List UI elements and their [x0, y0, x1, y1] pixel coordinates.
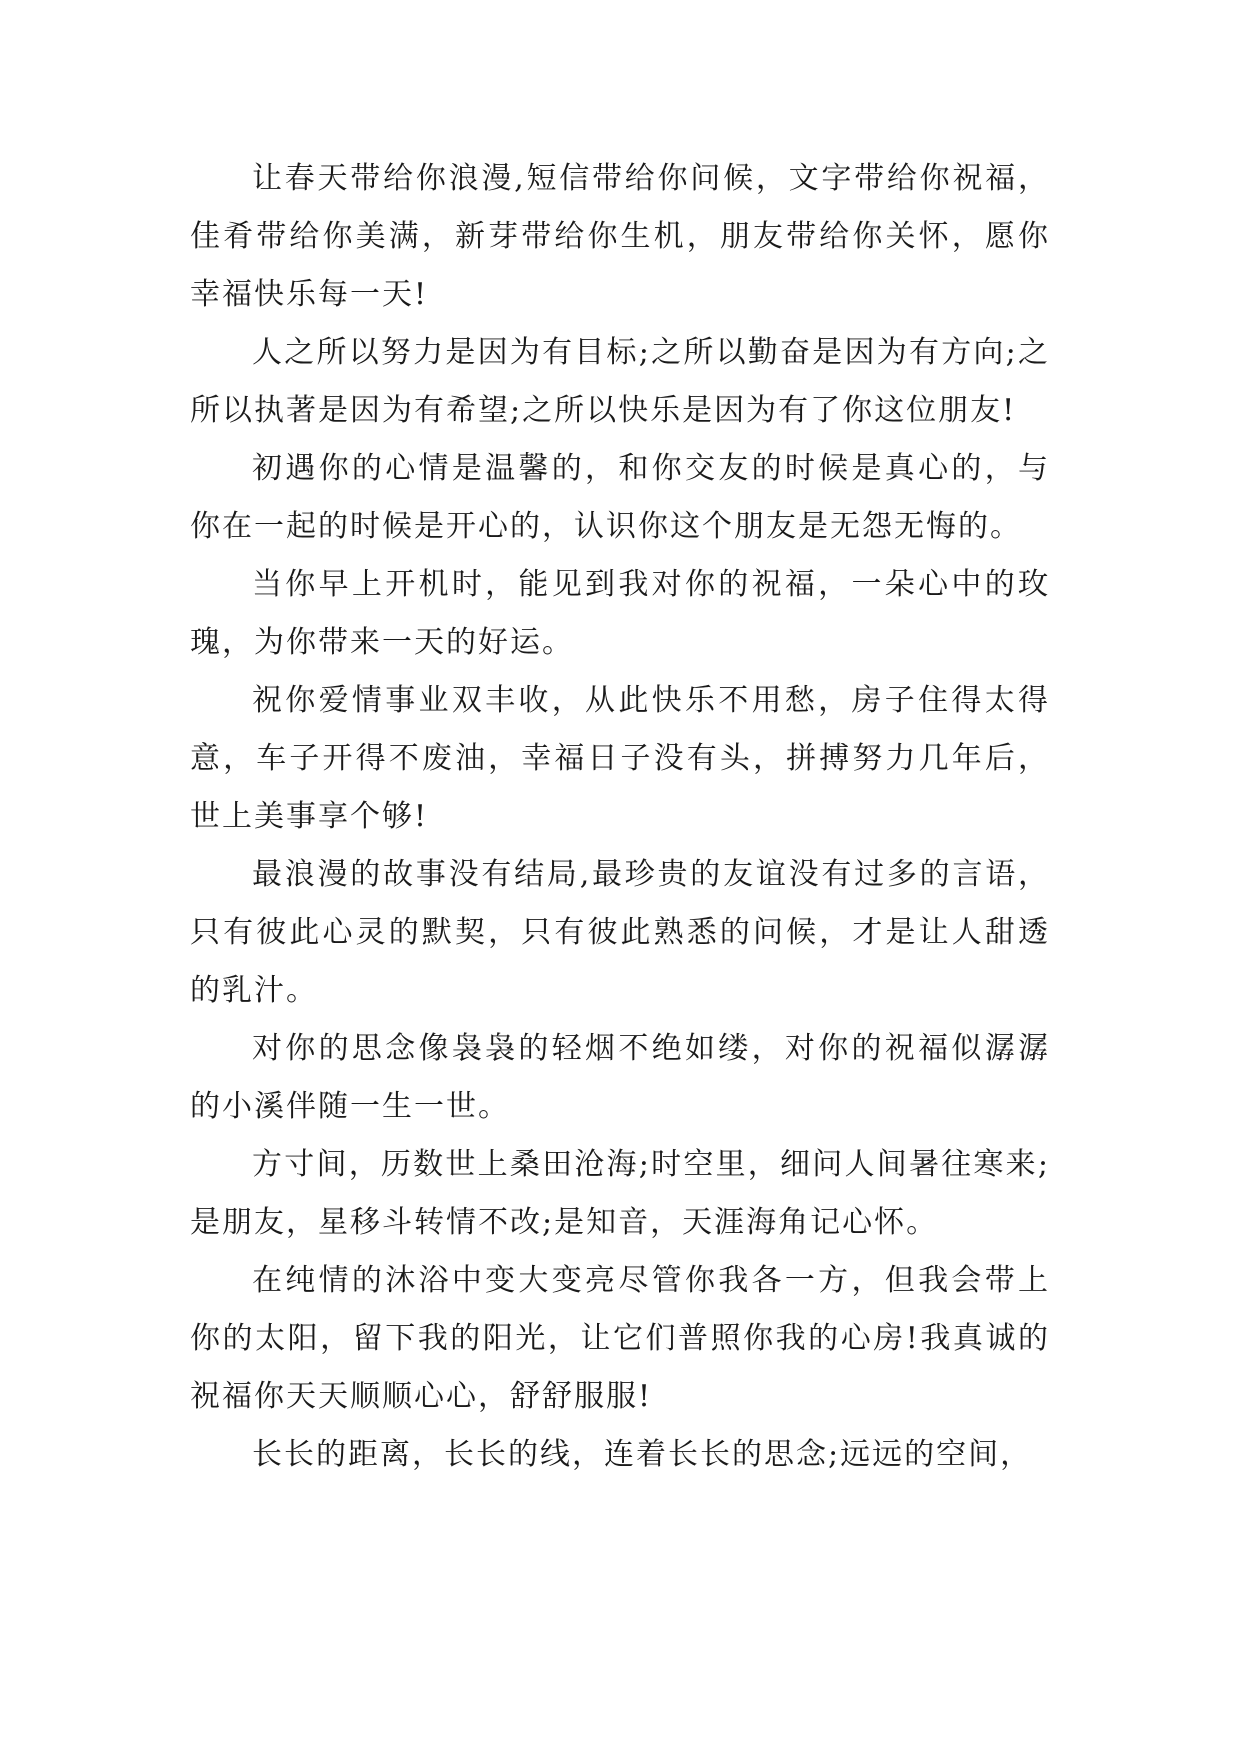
paragraph-8: 方寸间，历数世上桑田沧海;时空里，细问人间暑往寒来;是朋友，星移斗转情不改;是知音，天涯海角记心怀。: [190, 1147, 1050, 1240]
paragraph-7: 对你的思念像袅袅的轻烟不绝如缕，对你的祝福似潺潺的小溪伴随一生一世。: [190, 1031, 1050, 1124]
paragraph-9: 在纯情的沐浴中变大变亮尽管你我各一方，但我会带上你的太阳，留下我的阳光，让它们普照你我的心房!我真诚的祝福你天天顺顺心心，舒舒服服!: [190, 1263, 1050, 1414]
paragraph-6: 最浪漫的故事没有结局,最珍贵的友谊没有过多的言语，只有彼此心灵的默契，只有彼此熟悉的问候，才是让人甜透的乳汁。: [190, 857, 1050, 1008]
paragraph-2: 人之所以努力是因为有目标;之所以勤奋是因为有方向;之所以执著是因为有希望;之所以快乐是因为有了你这位朋友!: [190, 335, 1050, 428]
paragraph-1: 让春天带给你浪漫,短信带给你问候，文字带给你祝福，佳肴带给你美满，新芽带给你生机，朋友带给你关怀，愿你幸福快乐每一天!: [190, 161, 1050, 312]
paragraph-5: 祝你爱情事业双丰收，从此快乐不用愁，房子住得太得意，车子开得不废油，幸福日子没有头，拼搏努力几年后，世上美事享个够!: [190, 683, 1050, 834]
paragraph-10: 长长的距离，长长的线，连着长长的思念;远远的空间，: [252, 1437, 1033, 1472]
document-body: [190, 150, 1050, 1484]
paragraph-4: 当你早上开机时，能见到我对你的祝福，一朵心中的玫瑰，为你带来一天的好运。: [190, 567, 1050, 660]
paragraph-3: 初遇你的心情是温馨的，和你交友的时候是真心的，与你在一起的时候是开心的，认识你这个朋友是无怨无悔的。: [190, 451, 1050, 544]
